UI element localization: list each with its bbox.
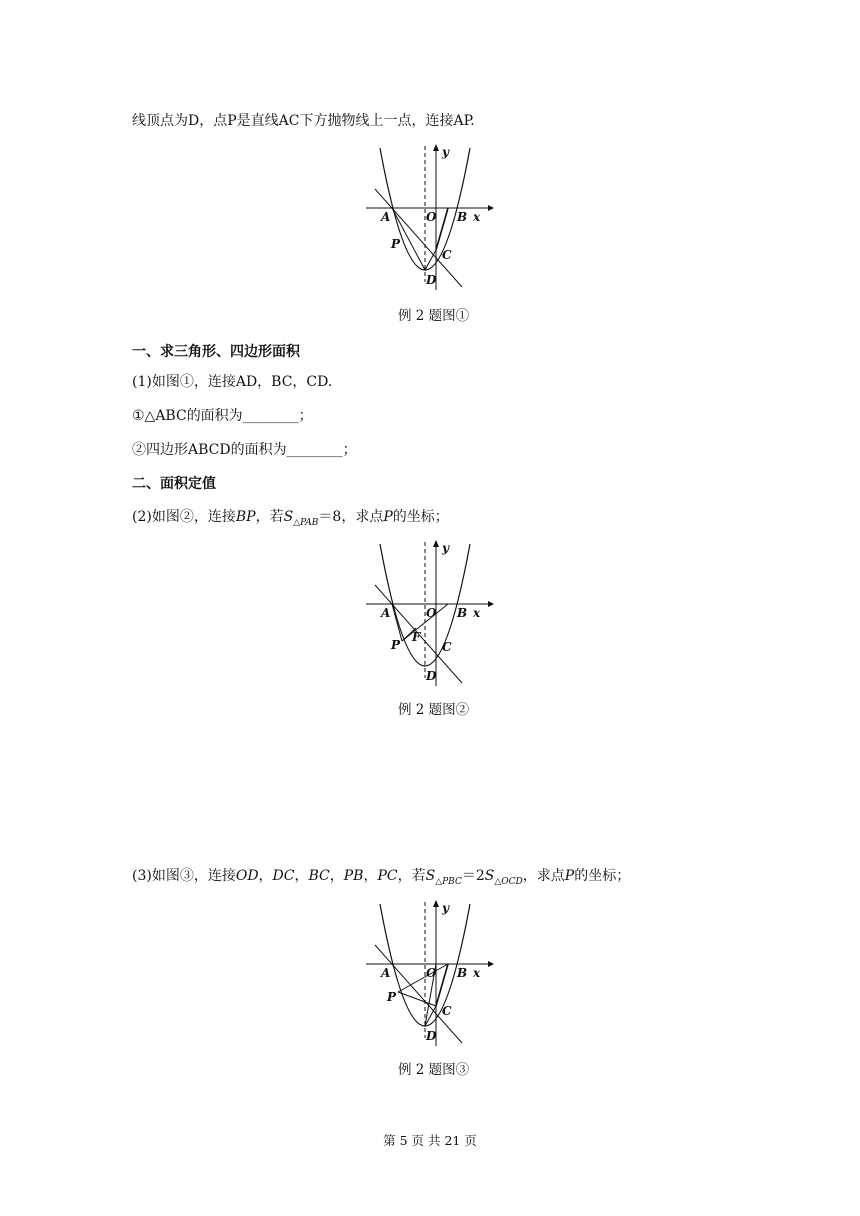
fig2-label-c: C [442,640,452,654]
question-1a: ①△ABC的面积为________； [132,408,313,424]
fig1-label-c: C [442,248,452,262]
figure-2-caption: 例 2 题图② [398,702,470,718]
fig1-label-a: A [381,210,391,224]
intro-line: 线顶点为D，点P是直线AC下方抛物线上一点，连接AP. [132,113,475,129]
figure-3-caption: 例 2 题图③ [398,1062,470,1078]
fig2-label-b: B [457,606,468,620]
figure-1 [366,142,496,292]
fig2-label-a: A [381,606,391,620]
section1-heading: 一、求三角形、四边形面积 [132,344,300,360]
fig2-label-x: x [473,606,481,620]
question-1: (1)如图①，连接AD，BC，CD. [132,374,333,390]
figure-2 [366,538,496,688]
fig1-label-p: P [391,237,401,251]
fig3-label-c: C [442,1004,452,1018]
fig2-label-f: F [412,630,421,644]
figure-1-caption: 例 2 题图① [398,308,470,324]
fig2-label-d: D [426,669,437,683]
question-2: (2)如图②，连接BP，若$S_{\triangle PAB}=8$，求点P的坐标； [132,509,449,528]
fig3-label-d: D [426,1029,437,1043]
fig3-label-p: P [387,990,397,1004]
question-1b: ②四边形ABCD的面积为________； [132,442,357,458]
section2-heading: 二、面积定值 [132,476,216,492]
fig3-label-a: A [381,966,391,980]
fig3-label-o: O [426,966,437,980]
fig1-label-b: B [457,210,468,224]
fig3-label-b: B [457,966,468,980]
fig1-label-d: D [426,273,437,287]
fig2-label-o: O [426,606,437,620]
fig1-label-x: x [473,210,481,224]
fig3-label-y: y [442,901,449,915]
fig3-label-x: x [473,966,481,980]
fig1-label-y: y [442,145,449,159]
figure-3 [366,898,496,1048]
fig1-label-o: O [426,210,437,224]
fig2-label-p: P [391,638,401,652]
fig2-label-y: y [442,541,449,555]
page-footer: 第 5 页 共 21 页 [383,1133,477,1148]
question-3: (3)如图③，连接OD，DC，BC，PB，PC，若$S_{\triangle PBC}=2S_{\triangle OCD}$，求点P的坐标； [132,868,631,887]
